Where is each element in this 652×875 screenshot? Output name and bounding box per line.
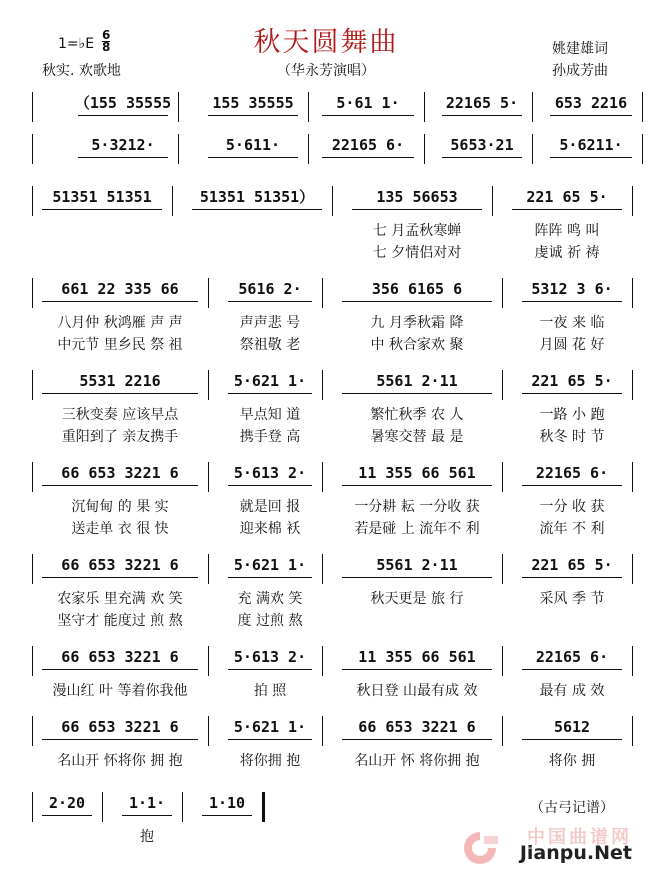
barline-end bbox=[632, 278, 633, 308]
barline bbox=[502, 278, 503, 308]
lyric-segment: 一夜 来 临 bbox=[539, 315, 605, 331]
measure: 66 653 3221 6 bbox=[61, 718, 179, 736]
barline bbox=[178, 92, 179, 122]
measure: 221 65 5· bbox=[526, 188, 608, 206]
measure: 22165 5· bbox=[445, 94, 519, 112]
lyric-segment: 沉甸甸 的 果 实 bbox=[71, 499, 169, 515]
lyric-segment: 声声悲 号 bbox=[239, 315, 301, 331]
lyric-line-1 bbox=[32, 752, 622, 770]
staff-system-6 bbox=[32, 462, 622, 492]
lyric-segment: 虔诚 祈 祷 bbox=[534, 245, 600, 261]
measure: 11 355 66 561 bbox=[358, 464, 476, 482]
beam-underline bbox=[342, 577, 492, 578]
singer-credit: （华永芳演唱） bbox=[277, 63, 375, 79]
measure: 2·20 bbox=[48, 794, 86, 812]
beam-underline bbox=[322, 115, 414, 116]
beam-underline bbox=[522, 577, 622, 578]
barline-end bbox=[632, 186, 633, 216]
barline bbox=[32, 186, 33, 216]
watermark-site[interactable]: Jianpu.Net bbox=[519, 842, 632, 864]
beam-underline bbox=[78, 157, 168, 158]
lyric-segment: 迎来棉 袄 bbox=[239, 521, 301, 537]
measure: 5616 2· bbox=[238, 280, 302, 298]
staff-system-9 bbox=[32, 716, 622, 746]
measure: 66 653 3221 6 bbox=[61, 648, 179, 666]
barline bbox=[208, 646, 209, 676]
watermark-faint-text: 中国曲谱网 bbox=[527, 827, 632, 848]
lyric-segment: 七 月孟秋寒蝉 bbox=[372, 223, 462, 239]
time-top: 6 bbox=[102, 28, 111, 42]
beam-underline bbox=[342, 393, 492, 394]
measure: 5·621 1· bbox=[233, 718, 307, 736]
barline-end bbox=[642, 134, 643, 164]
beam-underline bbox=[352, 209, 482, 210]
barline bbox=[322, 554, 323, 584]
lyric-segment: 农家乐 里充满 欢 笑 bbox=[57, 591, 183, 607]
barline bbox=[32, 92, 33, 122]
measure: 66 653 3221 6 bbox=[358, 718, 476, 736]
beam-underline bbox=[550, 157, 632, 158]
measure: 22165 6· bbox=[535, 648, 609, 666]
staff-system-4 bbox=[32, 278, 622, 308]
lyric-line-1 bbox=[32, 314, 622, 332]
lyric-segment: 采风 季 节 bbox=[539, 591, 605, 607]
staff-system-5 bbox=[32, 370, 622, 400]
beam-underline bbox=[42, 577, 198, 578]
measure: 661 22 335 66 bbox=[61, 280, 179, 298]
beam-underline bbox=[202, 815, 252, 816]
beam-underline bbox=[42, 815, 92, 816]
barline bbox=[32, 278, 33, 308]
barline-end bbox=[632, 716, 633, 746]
key-signature: 1=♭E bbox=[58, 36, 95, 52]
barline-end bbox=[642, 92, 643, 122]
beam-underline bbox=[342, 739, 492, 740]
barline bbox=[332, 186, 333, 216]
lyricist-credit: 姚建雄词 bbox=[552, 41, 608, 57]
measure: 5·613 2· bbox=[233, 464, 307, 482]
lyric-segment: 重阳到了 亲友携手 bbox=[61, 429, 179, 445]
beam-underline bbox=[192, 209, 322, 210]
barline bbox=[32, 646, 33, 676]
barline bbox=[532, 92, 533, 122]
barline bbox=[502, 646, 503, 676]
measure: 221 65 5· bbox=[531, 556, 613, 574]
barline-end bbox=[632, 370, 633, 400]
measure: 356 6165 6 bbox=[371, 280, 463, 298]
barline bbox=[182, 792, 183, 822]
lyric-segment: 流年 不 利 bbox=[539, 521, 605, 537]
barline bbox=[172, 186, 173, 216]
lyric-segment: 若是碰 上 流年不 利 bbox=[354, 521, 480, 537]
lyric-segment: 一路 小 跑 bbox=[539, 407, 605, 423]
lyric-line-1 bbox=[32, 682, 622, 700]
lyric-line-2 bbox=[32, 244, 622, 262]
barline bbox=[322, 370, 323, 400]
barline bbox=[308, 92, 309, 122]
measure: 5·621 1· bbox=[233, 372, 307, 390]
beam-underline bbox=[42, 209, 162, 210]
lyric-line-1 bbox=[32, 406, 622, 424]
lyric-segment: 名山开 怀 将你拥 抱 bbox=[354, 753, 480, 769]
measure: 155 35555 bbox=[212, 94, 294, 112]
measure: 5612 bbox=[553, 718, 591, 736]
beam-underline bbox=[208, 115, 298, 116]
lyric-segment: 坚守才 能度过 煎 熬 bbox=[57, 613, 183, 629]
measure: 22165 6· bbox=[331, 136, 405, 154]
measure: 5531 2216 bbox=[79, 372, 161, 390]
lyric-segment: 秋冬 时 节 bbox=[539, 429, 605, 445]
beam-underline bbox=[42, 669, 198, 670]
beam-underline bbox=[208, 157, 298, 158]
barline bbox=[322, 462, 323, 492]
measure: 5·621 1· bbox=[233, 556, 307, 574]
barline bbox=[32, 462, 33, 492]
lyric-segment: 抱 bbox=[140, 829, 154, 845]
beam-underline bbox=[228, 393, 312, 394]
beam-underline bbox=[322, 157, 414, 158]
barline bbox=[502, 370, 503, 400]
barline-end bbox=[632, 646, 633, 676]
barline bbox=[102, 792, 103, 822]
beam-underline bbox=[550, 115, 632, 116]
barline-end bbox=[632, 554, 633, 584]
lyric-segment: 就是回 报 bbox=[239, 499, 301, 515]
lyric-segment: 祭祖敬 老 bbox=[239, 337, 301, 353]
beam-underline bbox=[228, 577, 312, 578]
beam-underline bbox=[42, 739, 198, 740]
barline bbox=[32, 716, 33, 746]
lyric-segment: 漫山红 叶 等着你我他 bbox=[52, 683, 188, 699]
lyric-segment: 最有 成 效 bbox=[539, 683, 605, 699]
measure: 135 56653 bbox=[376, 188, 458, 206]
barline bbox=[322, 646, 323, 676]
measure: 51351 51351） bbox=[199, 188, 315, 206]
barline-end bbox=[262, 792, 265, 822]
beam-underline bbox=[522, 739, 622, 740]
lyric-segment: 送走单 衣 很 快 bbox=[71, 521, 169, 537]
measure: 5312 3 6· bbox=[531, 280, 613, 298]
staff-system-1 bbox=[32, 92, 628, 122]
beam-underline bbox=[342, 669, 492, 670]
lyric-segment: 八月仲 秋鸿雁 声 声 bbox=[57, 315, 183, 331]
measure: 5·6211· bbox=[559, 136, 623, 154]
barline bbox=[208, 462, 209, 492]
lyric-segment: 中元节 里乡民 祭 祖 bbox=[57, 337, 183, 353]
beam-underline bbox=[342, 301, 492, 302]
time-bottom: 8 bbox=[102, 40, 111, 54]
tempo-mood: 秋实. 欢歌地 bbox=[42, 63, 121, 79]
measure: 5561 2·11 bbox=[376, 372, 458, 390]
time-signature bbox=[102, 30, 110, 53]
lyric-segment: 名山开 怀将你 拥 抱 bbox=[57, 753, 183, 769]
measure: 5·611· bbox=[225, 136, 281, 154]
lyric-segment: 七 夕情侣对对 bbox=[372, 245, 462, 261]
measure: 66 653 3221 6 bbox=[61, 464, 179, 482]
beam-underline bbox=[228, 669, 312, 670]
composer-credit: 孙成芳曲 bbox=[552, 63, 608, 79]
barline bbox=[32, 370, 33, 400]
measure: 221 65 5· bbox=[531, 372, 613, 390]
barline bbox=[424, 134, 425, 164]
measure: 653 2216 bbox=[554, 94, 628, 112]
measure: 5561 2·11 bbox=[376, 556, 458, 574]
barline bbox=[32, 554, 33, 584]
beam-underline bbox=[122, 815, 172, 816]
lyric-segment: 繁忙秋季 农 人 bbox=[370, 407, 464, 423]
measure: 5653·21 bbox=[450, 136, 514, 154]
lyric-segment: 中 秋合家欢 聚 bbox=[370, 337, 464, 353]
barline bbox=[322, 716, 323, 746]
lyric-line-1 bbox=[32, 590, 622, 608]
beam-underline bbox=[522, 393, 622, 394]
measure: 22165 6· bbox=[535, 464, 609, 482]
barline bbox=[492, 186, 493, 216]
lyric-line-2 bbox=[32, 520, 622, 538]
barline bbox=[32, 134, 33, 164]
beam-underline bbox=[228, 301, 312, 302]
staff-system-3 bbox=[32, 186, 622, 216]
staff-system-8 bbox=[32, 646, 622, 676]
lyric-segment: 九 月季秋霜 降 bbox=[370, 315, 464, 331]
barline bbox=[322, 278, 323, 308]
lyric-segment: 携手登 高 bbox=[239, 429, 301, 445]
beam-underline bbox=[522, 669, 622, 670]
measure: 5·3212· bbox=[91, 136, 155, 154]
song-title: 秋天圆舞曲 bbox=[253, 27, 399, 58]
lyric-segment: 拍 照 bbox=[253, 683, 287, 699]
lyric-segment: 将你 拥 bbox=[548, 753, 596, 769]
lyric-line-2 bbox=[32, 336, 622, 354]
measure: 5·61 1· bbox=[336, 94, 400, 112]
lyric-segment: 月圆 花 好 bbox=[539, 337, 605, 353]
transcriber-note: （古弓记谱） bbox=[530, 800, 614, 816]
measure: 51351 51351 bbox=[52, 188, 152, 206]
beam-underline bbox=[42, 393, 198, 394]
lyric-segment: 度 过煎 熬 bbox=[237, 613, 303, 629]
lyric-segment: 早点知 道 bbox=[239, 407, 301, 423]
beam-underline bbox=[512, 209, 622, 210]
barline bbox=[532, 134, 533, 164]
beam-underline bbox=[342, 485, 492, 486]
beam-underline bbox=[228, 485, 312, 486]
lyric-segment: 秋天更是 旅 行 bbox=[370, 591, 464, 607]
lyric-line-2 bbox=[32, 612, 622, 630]
beam-underline bbox=[522, 485, 622, 486]
barline bbox=[208, 716, 209, 746]
barline bbox=[424, 92, 425, 122]
measure: 1·1· bbox=[128, 794, 166, 812]
lyric-segment: 将你拥 抱 bbox=[239, 753, 301, 769]
lyric-segment: 暑寒交替 最 是 bbox=[370, 429, 464, 445]
lyric-line-1 bbox=[32, 498, 622, 516]
lyric-segment: 充 满欢 笑 bbox=[237, 591, 303, 607]
beam-underline bbox=[442, 157, 522, 158]
beam-underline bbox=[42, 301, 198, 302]
barline-end bbox=[632, 462, 633, 492]
staff-system-2 bbox=[32, 134, 622, 164]
beam-underline bbox=[42, 485, 198, 486]
barline bbox=[308, 134, 309, 164]
barline bbox=[208, 278, 209, 308]
barline bbox=[208, 370, 209, 400]
beam-underline bbox=[522, 301, 622, 302]
lyric-segment: 阵阵 鸣 叫 bbox=[534, 223, 600, 239]
beam-underline bbox=[442, 115, 522, 116]
barline bbox=[502, 716, 503, 746]
measure: 5·613 2· bbox=[233, 648, 307, 666]
lyric-segment: 秋日登 山最有成 效 bbox=[356, 683, 478, 699]
staff-system-7 bbox=[32, 554, 622, 584]
lyric-line-2 bbox=[32, 428, 622, 446]
barline bbox=[208, 554, 209, 584]
lyric-segment: 一分耕 耘 一分收 获 bbox=[354, 499, 480, 515]
lyric-segment: 三秋变奏 应该早点 bbox=[61, 407, 179, 423]
barline bbox=[32, 792, 33, 822]
lyric-segment: 一分 收 获 bbox=[539, 499, 605, 515]
measure: 66 653 3221 6 bbox=[61, 556, 179, 574]
measure: 1·10 bbox=[208, 794, 246, 812]
measure: （155 35555 bbox=[74, 94, 172, 112]
beam-underline bbox=[228, 739, 312, 740]
watermark-logo-icon bbox=[458, 828, 502, 868]
lyric-line-1 bbox=[32, 222, 622, 240]
measure: 11 355 66 561 bbox=[358, 648, 476, 666]
barline bbox=[502, 554, 503, 584]
barline bbox=[502, 462, 503, 492]
beam-underline bbox=[78, 115, 168, 116]
barline bbox=[178, 134, 179, 164]
